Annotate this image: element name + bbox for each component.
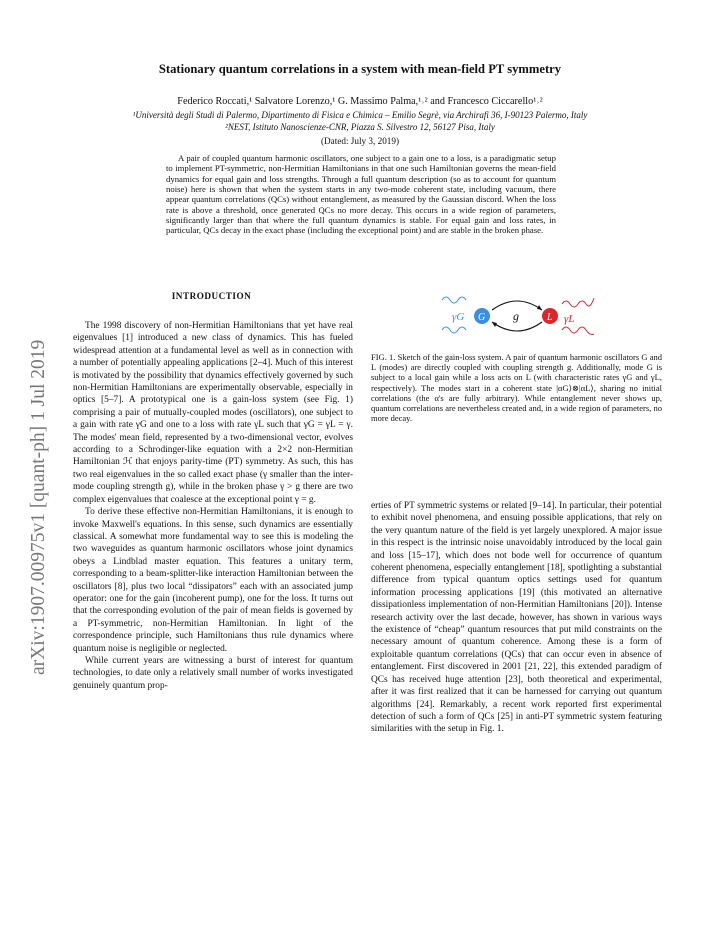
wave-icon-loss-top <box>562 298 594 307</box>
paragraph: To derive these effective non-Hermitian Hamiltonians, it is enough to invoke Maxwell's equations. In this sense, such dynamics are essentially classical. A somewhat more fundamental way to see this is modeling the two waveguides as quantum harmonic oscillators whose joint dynamics obeys a Lindblad master equation. This features a unitary term, corresponding to a beam-splitter-like interaction Hamiltonian between the oscillators [8], plus two local “dissipators” each with an associated jump operator: one for the gain (incoherent pump), one for the loss. It turns out that the corresponding evolution of the pair of mean fields is governed by a PT-symmetric, non-Hermitian Hamiltonian. In light of the correspondence principle, such Hamiltonians thus rule dynamics where quantum noise is negligible or neglected. <box>73 507 353 654</box>
arxiv-side-text: arXiv:1907.00975v1 [quant-ph] 1 Jul 2019 <box>28 339 49 675</box>
paragraph: While current years are witnessing a burst of interest for quantum technologies, to date only a relatively small number of works investigated genuinely quantum prop- <box>73 655 353 691</box>
figure-gain-loss-sketch <box>438 290 598 338</box>
figure-caption <box>371 352 662 423</box>
paragraph: erties of PT symmetric systems or related [9–14]. In particular, their potential to exhibit novel phenomena, and ensuing possible applications, that rely on the very quantum nature of the field is yet largely unexplored. A major issue in this respect is the intrinsic noise unavoidably introduced by the local gain and loss [15–17], which does not bode well for occurrence of quantum coherent phenomena, especially entanglement [18], spotlighting a substantial difference from typical quantum optics settings used for quantum information processing applications [19] (this motivated an alternative dissipationless implementation of non-Hermitian Hamiltonians [20]). Intense research activity over the last decade, however, has shown in various ways the existence of “cheap” quantum resources that put mild constraints on the necessary amount of quantum coherence. Among these is a form of exploitable quantum correlations (QCs) that can occur even in absence of entanglement. First discovered in 2001 [21, 22], this extended paradigm of QCs has received huge attention [23], both theoretical and experimental, after it was first realized that it can be harnessed for carrying out quantum algorithms [24]. Remarkably, a recent work reported first experimental detection of such a form of QCs [25] in anti-PT symmetric system featuring similarities with the setup in Fig. 1. <box>371 501 662 735</box>
coupling-arrow-bottom <box>492 322 542 331</box>
wave-icon-gain-top <box>442 297 466 303</box>
affiliation-2: ²NEST, Istituto Nanoscienze-CNR, Piazza S. Silvestro 12, 56127 Pisa, Italy <box>225 122 495 132</box>
wave-icon-loss-bottom <box>562 327 594 335</box>
arxiv-side-label <box>22 260 52 680</box>
left-column <box>73 320 353 692</box>
affiliation-1: ¹Università degli Studi di Palermo, Dipartimento di Fisica e Chimica – Emilio Segrè, via Archirafi 36, I-90123 Palermo, Italy <box>132 110 588 120</box>
arrowhead-icon <box>492 322 497 327</box>
paper-title: Stationary quantum correlations in a system with mean-field PT symmetry <box>158 62 562 76</box>
right-column <box>371 500 662 736</box>
gamma-g-label: γG <box>452 311 465 323</box>
paragraph: The 1998 discovery of non-Hermitian Hamiltonians that yet have real eigenvalues [1] introduced a new class of dynamics. This has fueled widespread attention at a fundamental level as well as in connection with a number of potentially appealing applications [2–4]. Much of this interest is motivated by the possibility that dynamics effectively governed by such non-Hermitian Hamiltonians are experimentally observable, especially in optics [5–7]. A prototypical one is a gain-loss system (see Fig. 1) comprising a pair of mutually-coupled modes (oscillators), one subject to a gain with rate γG and one to a loss with rate γL such that γG = γL = γ. The modes' mean field, represented by a two-dimensional vector, evolves according to a Schrodinger-like equation with a 2×2 non-Hermitian Hamiltonian ℋ that enjoys parity-time (PT) symmetry. As such, this has two real eigenvalues in the so called exact phase (γ smaller than the inter-mode coupling strength g), while in the broken phase γ > g there are two complex eigenvalues that coalesce at the exceptional point γ = g. <box>73 321 353 505</box>
mode-g-label: G <box>478 312 486 323</box>
gamma-l-label: γL <box>564 313 575 325</box>
caption-text: FIG. 1. Sketch of the gain-loss system. A pair of quantum harmonic oscillators G and L (modes) are directly coupled with coupling strength g. Additionally, mode G is subject to a local gain while a loss acts on L (with characteristic rates γG and γL, respectively). The modes start in a coherent state |αG⟩⊗|αL⟩, sharing no initial correlations (the α's are fully arbitrary). While entanglement never shows up, quantum correlations are nevertheless created and, in a wide region of parameters, no more decay. <box>371 352 662 424</box>
section-heading: INTRODUCTION <box>171 291 252 301</box>
wave-icon-gain-bottom <box>442 327 466 333</box>
abstract: A pair of coupled quantum harmonic oscillators, one subject to a gain one to a loss, is a paradigmatic setup to implement PT-symmetric, non-Hermitian Hamiltonians in that one such Hamiltonian governs the mean-field dynamics for equal gain and loss strengths. Through a full quantum description (so as to account for quantum noise) here is shown that when the system starts in any two-mode coherent state, including vacuum, there appear quantum correlations (QCs) without entanglement, as measured by the Gaussian discord. When the loss rate is above a threshold, once generated QCs no more decay. This occurs in a wide region of parameters, significantly larger than that where the full quantum dynamics is stable. For equal gain and loss rates, in particular, QCs decay in the exact phase (including the exceptional point) and are stable in the broken phase. <box>166 153 556 236</box>
paper-authors: Federico Roccati,¹ Salvatore Lorenzo,¹ G. Massimo Palma,¹˒² and Francesco Ciccarello¹˒² <box>177 96 543 107</box>
mode-l-label: L <box>547 312 553 323</box>
arrowhead-icon <box>537 305 542 310</box>
paper-date: (Dated: July 3, 2019) <box>320 136 400 146</box>
coupling-label: g <box>513 309 519 323</box>
